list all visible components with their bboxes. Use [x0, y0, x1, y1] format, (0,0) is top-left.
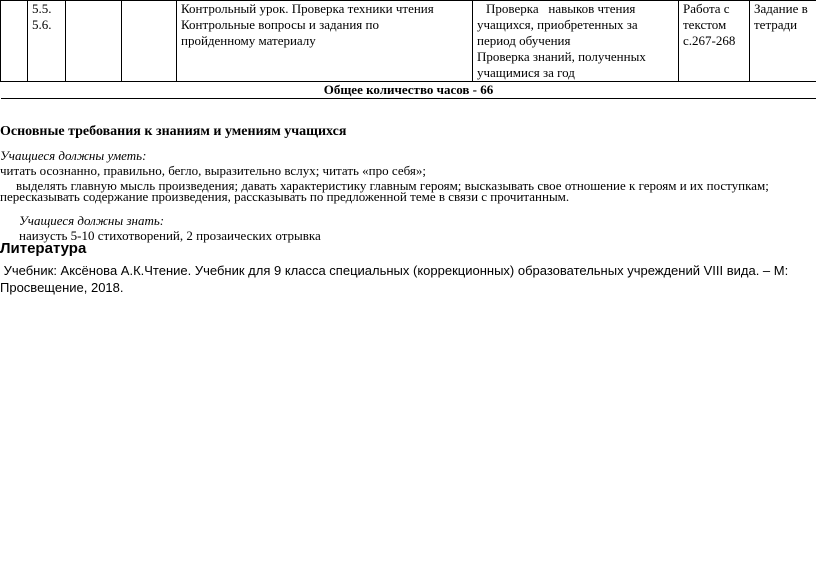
row-marker-cell: [1, 1, 28, 82]
know-heading: Учащиеся должны знать:: [19, 213, 165, 228]
hours-cell: [66, 1, 122, 82]
can-heading: Учащиеся должны уметь:: [0, 148, 147, 163]
topic-line: Контрольный урок. Проверка техники чтения: [181, 1, 434, 16]
literature-text: Учебник: Аксёнова А.К.Чтение. Учебник для 9 класса специальных (коррекционных) образовательных учреждений VIII вида. – М: Просвещение, 2018.: [0, 263, 792, 295]
skills-line: период обучения: [477, 33, 571, 48]
homework-line: Задание в: [754, 1, 808, 16]
skills-line: Проверка навыков чтения: [486, 1, 636, 16]
work-line: Работа с: [683, 1, 730, 16]
know-line: наизусть 5-10 стихотворений, 2 прозаических отрывка: [19, 228, 321, 243]
can-line: выделять главную мысль произведения; давать характеристику главным героям; высказывать свое отношение к героям и их поступкам;: [16, 178, 769, 193]
can-line: пересказывать содержание произведения, рассказывать по предложенной теме в связи с прочитанным.: [0, 189, 570, 204]
lesson-number-2: 5.6.: [32, 17, 52, 32]
skills-line: Проверка знаний, полученных: [477, 49, 646, 64]
table-row: [1, 1, 816, 82]
lesson-number-cell: [28, 1, 66, 82]
total-row: [1, 82, 816, 99]
skills-line: учащимися за год: [477, 65, 575, 80]
homework-cell: [750, 1, 816, 82]
lesson-number-1: 5.5.: [32, 1, 52, 16]
date-cell: [122, 1, 177, 82]
skills-line: учащихся, приобретенных за: [477, 17, 638, 32]
work-line: с.267-268: [683, 33, 736, 48]
requirements-title: Основные требования к знаниям и умениям учащихся: [0, 124, 347, 139]
total-hours: Общее количество часов - 66: [1, 82, 816, 99]
homework-line: тетради: [754, 17, 798, 32]
work-line: текстом: [683, 17, 727, 32]
topic-cell: [177, 1, 473, 82]
work-type-cell: [679, 1, 750, 82]
lesson-plan-table: [0, 0, 816, 99]
can-line: читать осознанно, правильно, бегло, выразительно вслух; читать «про себя»;: [0, 163, 426, 178]
topic-line: пройденному материалу: [181, 33, 316, 48]
topic-line: Контрольные вопросы и задания по: [181, 17, 379, 32]
literature-title: Литература: [0, 240, 87, 257]
skills-cell: [473, 1, 679, 82]
